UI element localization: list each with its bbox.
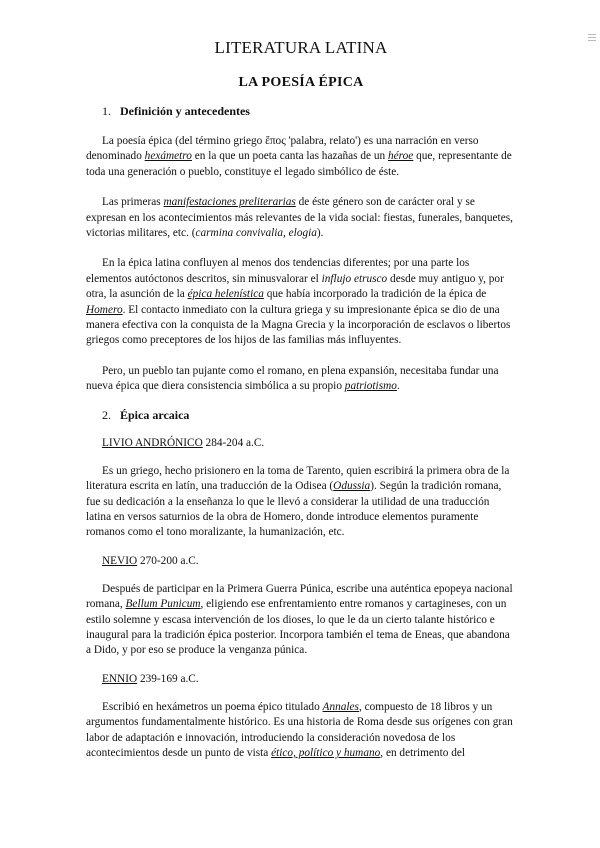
link-manifestaciones-preliterarias[interactable]: manifestaciones preliterarias	[163, 196, 296, 209]
author-livio	[102, 437, 516, 449]
text-run: en la que un poeta canta las hazañas de un	[191, 150, 388, 163]
text-run: . El contacto inmediato con la cultura griega y su impresionante épica se dio de una manera efectiva con la conquista de la Magna Grecia y la incorporación de esclavos o libertos griegos como preceptores de los hijos de las familias más influyentes.	[86, 303, 511, 347]
link-homero[interactable]: Homero	[86, 303, 123, 316]
link-bellum-punicum[interactable]: Bellum Punicum	[125, 598, 201, 611]
text-run: de éste género son de carácter oral y se expresan en los acontecimientos más relevantes de la vida social: fiestas, funerales, banquetes, victorias militares, etc. (	[86, 196, 513, 240]
author-ennio	[102, 673, 516, 685]
paragraph-nevio	[86, 582, 516, 659]
italic-influjo-etrusco: influjo etrusco	[321, 272, 388, 285]
text-run: desde muy antiguo y, por otra, la asunción de la	[86, 272, 504, 301]
author-dates: 270-200 a.C.	[137, 554, 199, 567]
document-page	[86, 0, 516, 761]
paragraph-livio	[86, 464, 516, 541]
text-run: que había incorporado la tradición de la épica de	[263, 288, 487, 301]
author-dates: 284-204 a.C.	[202, 436, 265, 449]
paragraph-definition	[86, 134, 516, 180]
text-run: ). Según la tradición romana, fue su dedicación a la enseñanza lo que le llevó a considerar la utilidad de una traducción latina en versos saturnios de la obra de Homero, donde introduce elementos puramente romanos como el tono moralizante, la humanización, etc.	[86, 480, 502, 539]
section-title: Épica arcaica	[120, 407, 190, 422]
text-run: Después de participar en la Primera Guerra Púnica, escribe una auténtica epopeya nacional romana,	[86, 582, 513, 611]
author-name: LIVIO ANDRÓNICO	[102, 436, 203, 449]
section-title: Definición y antecedentes	[120, 104, 250, 118]
link-etico-politico-humano[interactable]: ético, político y humano	[271, 746, 381, 759]
link-hexametro[interactable]: hexámetro	[144, 150, 192, 163]
italic-carmina: carmina convivalia, elogia	[195, 227, 317, 240]
text-run: Es un griego, hecho prisionero en la toma de Tarento, quien escribirá la primera obra de la literatura escrita en latín, una traducción de la Odisea (	[86, 464, 510, 493]
text-run: Las primeras	[102, 196, 164, 209]
link-annales[interactable]: Annales	[322, 700, 359, 713]
link-odussia[interactable]: Odussia	[333, 480, 371, 493]
text-run: ).	[316, 227, 324, 240]
text-run: En la épica latina confluyen al menos dos tendencias diferentes; por una parte los elementos autóctonos descritos, sin minusvalorar el	[86, 257, 470, 285]
text-run: Escribió en hexámetros un poema épico titulado	[102, 700, 323, 713]
author-dates: 239-169 a.C.	[137, 672, 199, 685]
link-patriotismo[interactable]: patriotismo	[344, 380, 397, 393]
text-run: .	[396, 380, 400, 393]
link-heroe[interactable]: héroe	[387, 150, 414, 163]
text-run: La poesía épica (del término griego ἔπος 'palabra, relato') es una narración en verso denominado	[86, 135, 479, 163]
section-heading-1	[102, 104, 516, 119]
section-number: 1.	[102, 104, 111, 118]
section-heading-2	[102, 408, 516, 423]
document-title: LITERATURA LATINA	[214, 38, 388, 57]
author-name: NEVIO	[102, 554, 138, 567]
page-corner-mark	[588, 34, 596, 43]
paragraph-ennio	[86, 700, 516, 762]
author-name: ENNIO	[102, 672, 138, 685]
paragraph-patriotismo	[86, 364, 516, 395]
text-run: que, representante de toda una generación o pueblo, constituye el legado simbólico de éste.	[86, 150, 512, 178]
text-run: , en detrimento del	[380, 746, 465, 759]
text-run: , compuesto de 18 libros y un argumentos fundamentalmente histórico. Es una historia de Roma desde sus orígenes con gran labor de adaptación e innovación, introduciendo la consideración novedosa de los acontecimientos desde un punto de vista	[86, 700, 513, 759]
link-epica-helenistica[interactable]: épica helenística	[187, 288, 264, 301]
paragraph-tendencias	[86, 256, 516, 348]
section-number: 2.	[102, 407, 111, 422]
paragraph-manifestaciones	[86, 195, 516, 241]
document-subtitle: LA POESÍA ÉPICA	[238, 75, 364, 90]
author-nevio	[102, 555, 516, 567]
text-run: , eligiendo ese enfrentamiento entre romanos y cartagineses, con un estilo solemne y escasa intervención de los dioses, lo que le da un cierto talante histórico e inaugural para la tradición épica posterior. Incorpora también el tema de Eneas, que abandona a Dido, y por eso se produce la venganza púnica.	[86, 598, 510, 657]
text-run: Pero, un pueblo tan pujante como el romano, en plena expansión, necesitaba fundar una nueva épica que diera consistencia simbólica a su propio	[86, 364, 499, 393]
